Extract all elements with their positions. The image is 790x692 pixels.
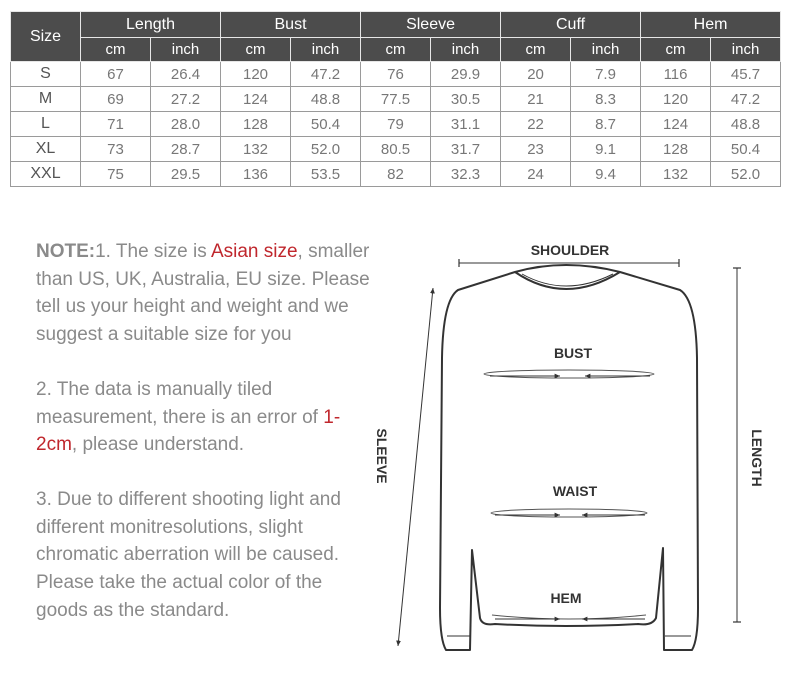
measurement-cell: 80.5 xyxy=(361,137,431,162)
measurement-cell: 9.1 xyxy=(571,137,641,162)
measurement-cell: 69 xyxy=(81,87,151,112)
note-1-text-a: 1. The size is xyxy=(95,241,211,262)
length-label: LENGTH xyxy=(749,429,765,487)
measurement-cell: 48.8 xyxy=(291,87,361,112)
size-cell: XL xyxy=(11,137,81,162)
measurement-cell: 31.7 xyxy=(431,137,501,162)
measurement-cell: 24 xyxy=(501,162,571,187)
note-2 xyxy=(36,376,376,459)
unit-header: cm xyxy=(361,38,431,62)
measurement-cell: 45.7 xyxy=(711,62,781,87)
measurement-cell: 77.5 xyxy=(361,87,431,112)
table-row xyxy=(11,162,781,187)
measurement-cell: 8.3 xyxy=(571,87,641,112)
measurement-cell: 136 xyxy=(221,162,291,187)
measurement-cell: 120 xyxy=(641,87,711,112)
table-row xyxy=(11,62,781,87)
measurement-cell: 132 xyxy=(641,162,711,187)
measurement-cell: 29.9 xyxy=(431,62,501,87)
sleeve-arrow xyxy=(398,288,433,646)
unit-header: inch xyxy=(291,38,361,62)
size-table-body xyxy=(11,62,781,187)
hem-header: Hem xyxy=(641,12,781,38)
measurement-cell: 52.0 xyxy=(711,162,781,187)
shirt-measurement-diagram xyxy=(360,228,780,668)
measurement-cell: 120 xyxy=(221,62,291,87)
measurement-cell: 79 xyxy=(361,112,431,137)
unit-header: cm xyxy=(501,38,571,62)
measurement-cell: 27.2 xyxy=(151,87,221,112)
note-1-text-b: , smaller than US, UK, Australia, EU size. Please tell us your height and weight and we suggest a suitable size for you xyxy=(36,241,370,346)
sleeve-header: Sleeve xyxy=(361,12,501,38)
note-2-text-a: 2. The data is manually tiled measurement, there is an error of xyxy=(36,378,324,428)
sleeve-label: SLEEVE xyxy=(374,428,390,484)
measurement-cell: 23 xyxy=(501,137,571,162)
waist-label: WAIST xyxy=(552,483,598,499)
length-header: Length xyxy=(81,12,221,38)
measurement-cell: 76 xyxy=(361,62,431,87)
note-2-highlight: 1-2cm xyxy=(36,406,341,456)
size-cell: M xyxy=(11,87,81,112)
table-row xyxy=(11,137,781,162)
measurement-cell: 7.9 xyxy=(571,62,641,87)
measurement-cell: 20 xyxy=(501,62,571,87)
measurement-cell: 48.8 xyxy=(711,112,781,137)
unit-header: inch xyxy=(151,38,221,62)
measurement-cell: 71 xyxy=(81,112,151,137)
measurement-cell: 124 xyxy=(641,112,711,137)
note-1 xyxy=(36,238,376,349)
size-cell: XXL xyxy=(11,162,81,187)
note-label: NOTE: xyxy=(36,241,96,262)
measurement-cell: 124 xyxy=(221,87,291,112)
note-1-highlight: Asian size xyxy=(210,241,298,262)
notes-section xyxy=(36,238,376,651)
measurement-cell: 50.4 xyxy=(291,112,361,137)
size-column-header: Size xyxy=(11,12,81,62)
measurement-cell: 47.2 xyxy=(711,87,781,112)
measurement-cell: 32.3 xyxy=(431,162,501,187)
size-cell: L xyxy=(11,112,81,137)
table-row xyxy=(11,87,781,112)
measurement-cell: 28.0 xyxy=(151,112,221,137)
unit-header: inch xyxy=(711,38,781,62)
measurement-cell: 28.7 xyxy=(151,137,221,162)
unit-header: inch xyxy=(431,38,501,62)
measurement-cell: 67 xyxy=(81,62,151,87)
measurement-cell: 50.4 xyxy=(711,137,781,162)
measurement-cell: 53.5 xyxy=(291,162,361,187)
bust-label: BUST xyxy=(553,345,593,361)
measurement-cell: 116 xyxy=(641,62,711,87)
measurement-cell: 8.7 xyxy=(571,112,641,137)
measurement-cell: 52.0 xyxy=(291,137,361,162)
note-2-text-b: , please understand. xyxy=(71,434,245,456)
size-chart-table xyxy=(10,11,781,187)
cuff-header: Cuff xyxy=(501,12,641,38)
measurement-cell: 128 xyxy=(221,112,291,137)
measurement-cell: 73 xyxy=(81,137,151,162)
measurement-cell: 21 xyxy=(501,87,571,112)
unit-header: cm xyxy=(81,38,151,62)
measurement-cell: 30.5 xyxy=(431,87,501,112)
measurement-cell: 31.1 xyxy=(431,112,501,137)
size-cell: S xyxy=(11,62,81,87)
measurement-cell: 128 xyxy=(641,137,711,162)
measurement-cell: 29.5 xyxy=(151,162,221,187)
measurement-cell: 26.4 xyxy=(151,62,221,87)
unit-header: inch xyxy=(571,38,641,62)
hem-label: HEM xyxy=(550,590,582,606)
unit-header: cm xyxy=(641,38,711,62)
measurement-cell: 9.4 xyxy=(571,162,641,187)
measurement-cell: 75 xyxy=(81,162,151,187)
measurement-cell: 47.2 xyxy=(291,62,361,87)
unit-header: cm xyxy=(221,38,291,62)
note-3: 3. Due to different shooting light and different monitresolutions, slight chromatic aberration will be caused. Please take the actual color of the goods as the standard. xyxy=(36,488,341,621)
shoulder-label: SHOULDER xyxy=(530,242,610,258)
measurement-cell: 22 xyxy=(501,112,571,137)
measurement-cell: 82 xyxy=(361,162,431,187)
bust-header: Bust xyxy=(221,12,361,38)
measurement-cell: 132 xyxy=(221,137,291,162)
table-row xyxy=(11,112,781,137)
